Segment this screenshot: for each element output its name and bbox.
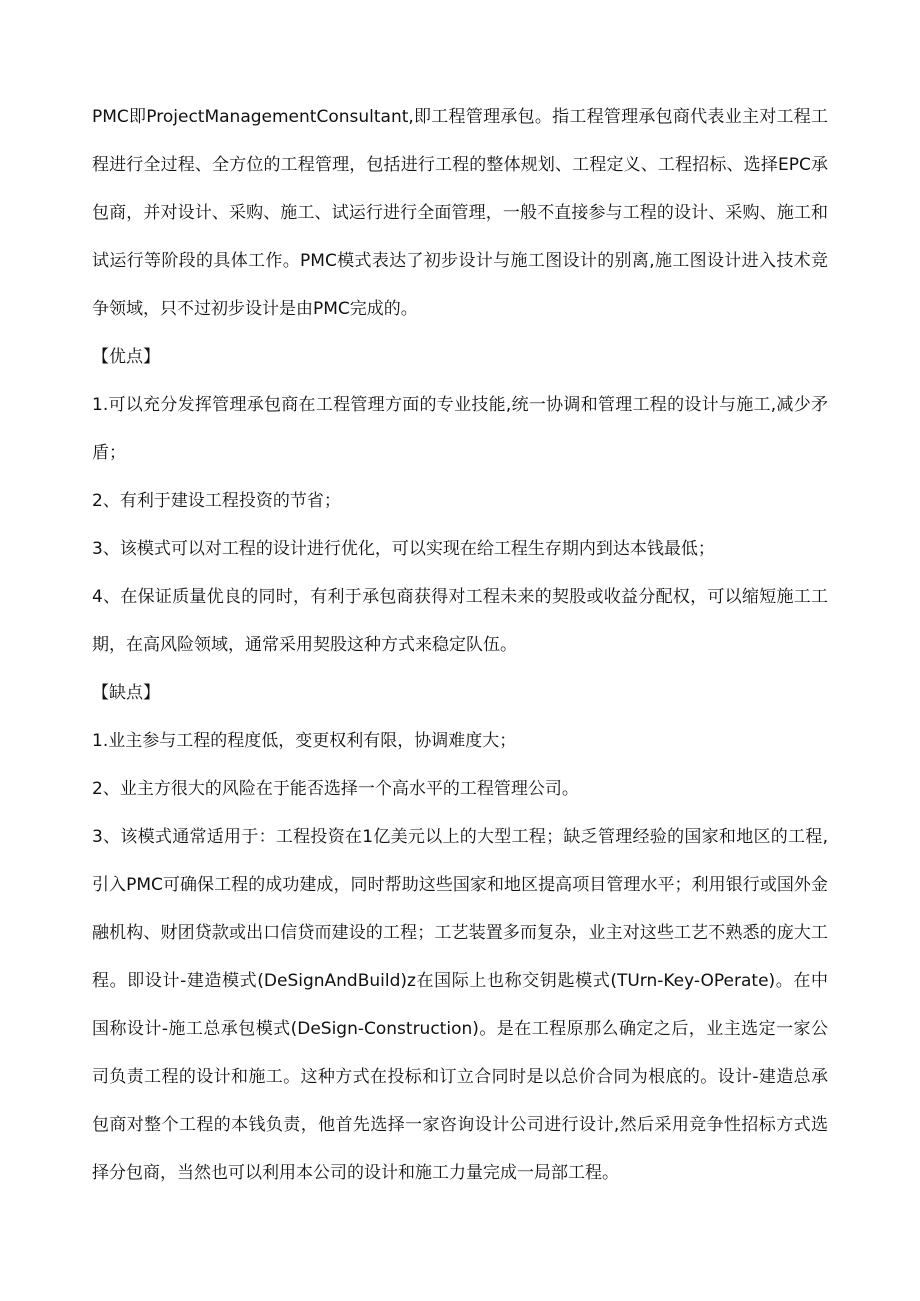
intro-paragraph: PMC即ProjectManagementConsultant,即工程管理承包。指工程管理承包商代表业主对工程工程进行全过程、全方位的工程管理，包括进行工程的整体规划、工程定义、工程招标、选择EPC承包商，并对设计、采购、施工、试运行进行全面管理，一般不直接参与工程的设计、采购、施工和试运行等阶段的具体工作。PMC模式表达了初步设计与施工图设计的别离,施工图设计进入技术竞争领域，只不过初步设计是由PMC完成的。 bbox=[92, 107, 828, 319]
advantage-item: 3、该模式可以对工程的设计进行优化，可以实现在给工程生存期内到达本钱最低； bbox=[92, 539, 715, 559]
disadvantage-item: 3、该模式通常适用于：工程投资在1亿美元以上的大型工程；缺乏管理经验的国家和地区的工程,引入PMC可确保工程的成功建成，同时帮助这些国家和地区提高项目管理水平；利用银行或国外金融机构、财团贷款或出口信贷而建设的工程；工艺装置多而复杂，业主对这些工艺不熟悉的庞大工程。即设计-建造模式(DeSignAndBuild)z在国际上也称交钥匙模式(TUrn-Key-OPerate)。在中国称设计-施工总承包模式(DeSign-Construction)。是在工程原那么确定之后，业主选定一家公司负责工程的设计和施工。这种方式在投标和订立合同时是以总价合同为根底的。设计-建造总承包商对整个工程的本钱负责，他首先选择一家咨询设计公司进行设计,然后采用竞争性招标方式选择分包商，当然也可以利用本公司的设计和施工力量完成一局部工程。 bbox=[92, 827, 828, 1183]
advantage-item: 2、有利于建设工程投资的节省； bbox=[92, 491, 341, 511]
document-body bbox=[92, 93, 828, 1197]
advantage-item: 1.可以充分发挥管理承包商在工程管理方面的专业技能,统一协调和管理工程的设计与施工,减少矛盾； bbox=[92, 395, 828, 463]
advantages-heading: 【优点】 bbox=[92, 347, 160, 367]
advantage-item: 4、在保证质量优良的同时，有利于承包商获得对工程未来的契股或收益分配权，可以缩短施工工期，在高风险领域，通常采用契股这种方式来稳定队伍。 bbox=[92, 587, 828, 655]
disadvantages-heading: 【缺点】 bbox=[92, 683, 160, 703]
disadvantage-item: 2、业主方很大的风险在于能否选择一个高水平的工程管理公司。 bbox=[92, 779, 579, 799]
disadvantage-item: 1.业主参与工程的程度低，变更权利有限，协调难度大； bbox=[92, 731, 517, 751]
